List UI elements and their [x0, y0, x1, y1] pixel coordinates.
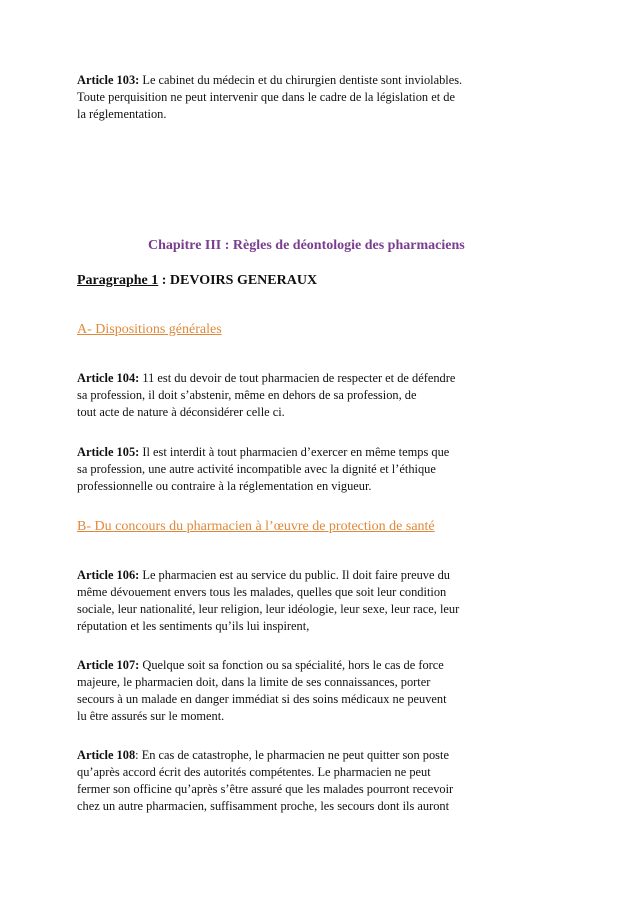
article-106-line-4: réputation et les sentiments qu’ils lui inspirent,	[77, 619, 310, 633]
article-108-line-1: : En cas de catastrophe, le pharmacien ne peut quitter son poste	[135, 748, 449, 762]
article-106-line-2: même dévouement envers tous les malades, quelles que soit leur condition	[77, 585, 447, 599]
paragraph-rest: : DEVOIRS GENERAUX	[158, 273, 318, 288]
article-103-label: Article 103:	[77, 73, 140, 87]
article-103-line-3: la réglementation.	[77, 107, 167, 121]
article-104-line-2: sa profession, il doit s’abstenir, même en dehors de sa profession, de	[77, 388, 417, 402]
article-107-line-2: majeure, le pharmacien doit, dans la limite de ses connaissances, porter	[77, 675, 431, 689]
article-108-label: Article 108	[77, 748, 136, 762]
article-104-label: Article 104:	[77, 371, 140, 385]
article-103-line-1: Le cabinet du médecin et du chirurgien dentiste sont inviolables.	[139, 73, 463, 87]
article-105-line-1: Il est interdit à tout pharmacien d’exercer en même temps que	[139, 445, 450, 459]
article-108	[77, 747, 497, 815]
article-104-line-1: 11 est du devoir de tout pharmacien de respecter et de défendre	[139, 371, 456, 385]
article-107-line-3: secours à un malade en danger immédiat si des soins médicaux ne peuvent	[77, 692, 447, 706]
article-106-label: Article 106:	[77, 568, 140, 582]
section-b-heading: B- Du concours du pharmacien à l’œuvre de protection de santé	[77, 519, 435, 534]
article-106-line-3: sociale, leur nationalité, leur religion, leur idéologie, leur sexe, leur race, leur	[77, 602, 460, 616]
article-105-line-3: professionnelle ou contraire à la réglementation en vigueur.	[77, 479, 372, 493]
article-103-line-2: Toute perquisition ne peut intervenir que dans le cadre de la législation et de	[77, 90, 455, 104]
article-106-line-1: Le pharmacien est au service du public. Il doit faire preuve du	[139, 568, 450, 582]
article-103	[77, 72, 497, 123]
article-108-line-3: fermer son officine qu’après s’être assuré que les malades pourront recevoir	[77, 782, 454, 796]
article-104-line-3: tout acte de nature à déconsidérer celle ci.	[77, 405, 285, 419]
article-105	[77, 444, 497, 495]
article-107	[77, 657, 497, 725]
article-108-line-4: chez un autre pharmacien, suffisamment proche, les secours dont ils auront	[77, 799, 450, 813]
paragraph-label: Paragraphe 1	[77, 273, 159, 288]
article-107-line-4: lu être assurés sur le moment.	[77, 709, 225, 723]
article-107-line-1: Quelque soit sa fonction ou sa spécialité, hors le cas de force	[139, 658, 444, 672]
article-105-label: Article 105:	[77, 445, 140, 459]
section-a-heading: A- Dispositions générales	[77, 322, 222, 337]
article-104	[77, 370, 497, 421]
chapter-title: Chapitre III : Règles de déontologie des pharmaciens	[148, 238, 465, 253]
article-106	[77, 567, 497, 635]
paragraph-heading	[77, 273, 317, 289]
article-107-label: Article 107:	[77, 658, 140, 672]
article-105-line-2: sa profession, une autre activité incompatible avec la dignité et l’éthique	[77, 462, 436, 476]
article-108-line-2: qu’après accord écrit des autorités compétentes. Le pharmacien ne peut	[77, 765, 431, 779]
